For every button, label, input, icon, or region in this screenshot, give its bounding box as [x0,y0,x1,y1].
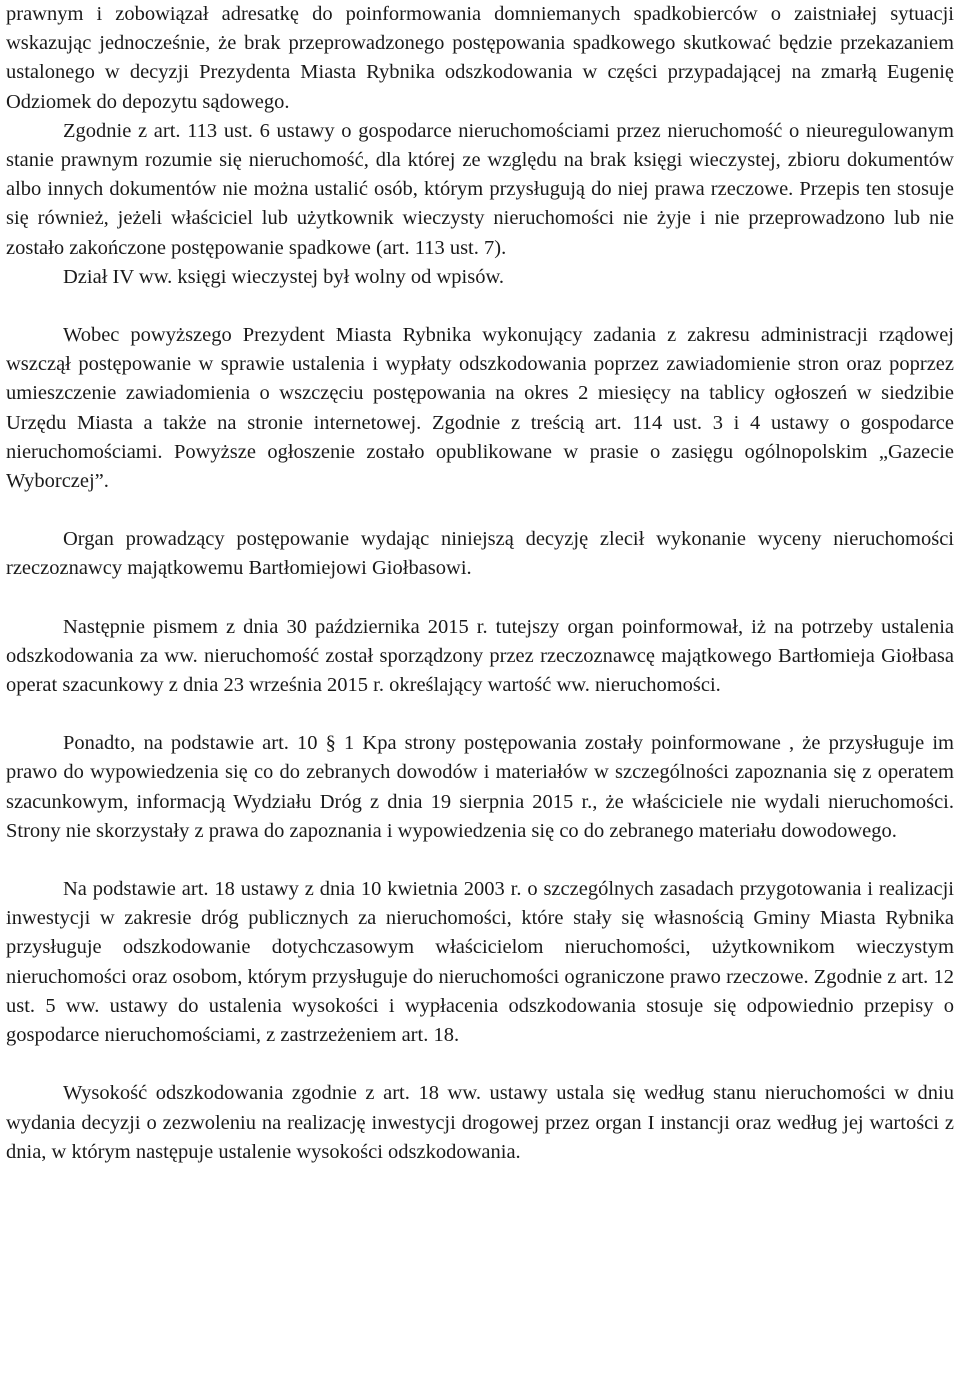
paragraph-dzial-iv: Dział IV ww. księgi wieczystej był wolny od wpisów. [63,265,505,288]
paragraph-wysokosc: Wysokość odszkodowania zgodnie z art. 18 ww. ustawy ustala się według stanu nieruchomości w dniu wydania decyzji o zezwoleniu na realizację inwestycji drogowej przez organ I instancji oraz według jej wartości z dnia, w którym następuje ustalenie wysokości odszkodowania. [6,1082,954,1163]
paragraph-wobec-powyzszego: Wobec powyższego Prezydent Miasta Rybnika wykonujący zadania z zakresu administracji rządowej wszczął postępowanie w sprawie ustalenia i wypłaty odszkodowania poprzez zawiadomienie stron oraz poprzez umieszczenie zawiadomienia o wszczęciu postępowania na okres 2 miesięcy na tablicy ogłoszeń w siedzibie Urzędu Miasta a także na stronie internetowej. Zgodnie z treścią art. 114 ust. 3 i 4 ustawy o gospodarce nieruchomościami. Powyższe ogłoszenie zostało opublikowane w prasie o zasięgu ogólnopolskim „Gazecie Wyborczej”. [6,324,954,493]
paragraph-ponadto: Ponadto, na podstawie art. 10 § 1 Kpa strony postępowania zostały poinformowane , że przysługuje im prawo do wypowiedzenia się co do zebranych dowodów i materiałów w szczególności zapoznania się z operatem szacunkowym, informacją Wydziału Dróg z dnia 19 sierpnia 2015 r., że właściciele nie wydali nieruchomości. Strony nie skorzystały z prawa do zapoznania i wypowiedzenia się co do zebranego materiału dowodowego. [6,732,954,842]
paragraph-nastepnie: Następnie pismem z dnia 30 października 2015 r. tutejszy organ poinformował, iż na potrzeby ustalenia odszkodowania za ww. nieruchomość został sporządzony przez rzeczoznawcę majątkowego Bartłomieja Giołbasa operat szacunkowy z dnia 23 września 2015 r. określający wartość ww. nieruchomości. [6,615,954,697]
paragraph-na-podstawie: Na podstawie art. 18 ustawy z dnia 10 kwietnia 2003 r. o szczególnych zasadach przygotowania i realizacji inwestycji w zakresie dróg publicznych za nieruchomości, które stały się własnością Gminy Miasta Rybnika przysługuje odszkodowanie dotychczasowym właścicielom nieruchomości, użytkownikom wieczystym nieruchomości oraz osobom, którym przysługuje do nieruchomości ograniczone prawo rzeczowe. Zgodnie z art. 12 ust. 5 ww. ustawy do ustalenia wysokości i wypłacenia odszkodowania stosuje się odpowiednio przepisy o gospodarce nieruchomościami, z zastrzeżeniem art. 18. [6,878,954,1047]
paragraph-organ-prowadzacy: Organ prowadzący postępowanie wydając niniejszą decyzję zlecił wykonanie wyceny nieruchomości rzeczoznawcy majątkowemu Bartłomiejowi Giołbasowi. [6,528,954,580]
paragraph-continuation: prawnym i zobowiązał adresatkę do poinformowania domniemanych spadkobierców o zaistniałej sytuacji wskazując jednocześnie, że brak przeprowadzonego postępowania spadkowego skutkować będzie przekazaniem ustalonego w decyzji Prezydenta Miasta Rybnika odszkodowania w części przypadającej na zmarłą Eugenię Odziomek do depozytu sądowego. [6,3,954,113]
document-page [6,0,954,1167]
paragraph-art-113: Zgodnie z art. 113 ust. 6 ustawy o gospodarce nieruchomościami przez nieruchomość o nieuregulowanym stanie prawnym rozumie się nieruchomość, dla której ze względu na brak księgi wieczystej, zbioru dokumentów albo innych dokumentów nie można ustalić osób, którym przysługują do niej prawa rzeczowe. Przepis ten stosuje się również, jeżeli właściciel lub użytkownik wieczysty nieruchomości nie żyje i nie przeprowadzono lub nie zostało zakończone postępowanie spadkowe (art. 113 ust. 7). [6,119,954,259]
